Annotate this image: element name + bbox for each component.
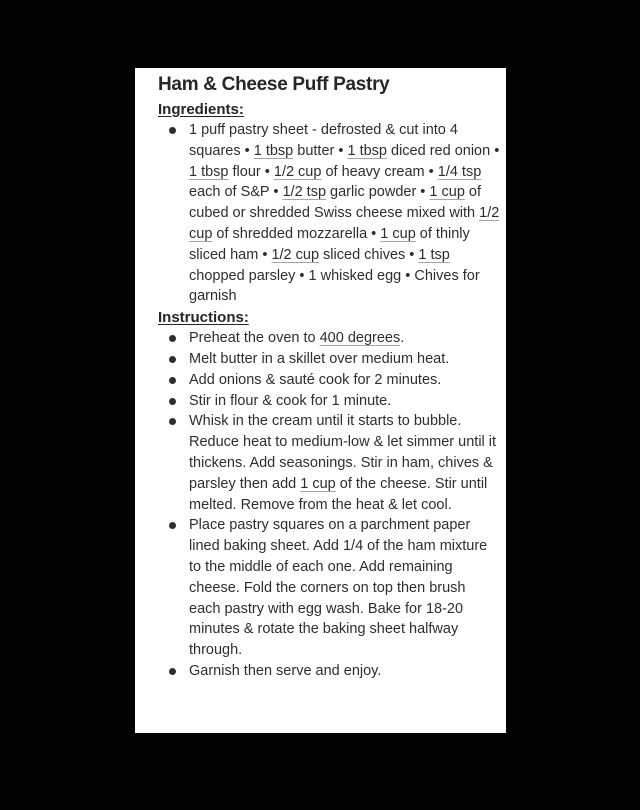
- item-text: of heavy cream •: [321, 163, 438, 180]
- underlined-quantity: 400 degrees: [319, 330, 401, 347]
- item-text: of shredded mozzarella •: [212, 225, 381, 242]
- item-text: Melt butter in a skillet over medium heat.: [189, 350, 450, 367]
- instruction-item: [158, 328, 506, 349]
- item-text: chopped parsley • 1 whisked egg • Chives for garnish: [189, 267, 480, 305]
- underlined-quantity: 1 cup: [429, 184, 465, 201]
- item-text: garlic powder •: [326, 184, 430, 201]
- underlined-quantity: 1 cup: [380, 225, 416, 242]
- ingredients-heading: Ingredients:: [158, 101, 244, 118]
- instruction-item: [158, 391, 506, 412]
- item-text: 1 puff pastry sheet - defrosted & cut into 4 squares •: [189, 122, 458, 159]
- underlined-quantity: 1/2 cup: [189, 205, 500, 242]
- item-text: each of S&P •: [189, 184, 283, 201]
- underlined-quantity: 1 tbsp: [253, 142, 294, 159]
- item-text: Whisk in the cream until it starts to bubble. Reduce heat to medium-low & let simmer until it thickens. Add seasonings. Stir in ham, chives & parsley then add: [189, 413, 497, 492]
- underlined-quantity: 1/2 cup: [271, 246, 320, 263]
- instructions-list: [158, 328, 506, 682]
- item-text: of thinly sliced ham •: [189, 225, 470, 263]
- item-text: flour •: [228, 163, 274, 180]
- underlined-quantity: 1/2 cup: [273, 163, 322, 180]
- item-text: .: [400, 330, 405, 347]
- item-text: Preheat the oven to: [189, 330, 320, 347]
- underlined-quantity: 1 tbsp: [189, 163, 229, 180]
- instructions-heading: Instructions:: [158, 309, 249, 327]
- item-text: Add onions & sauté cook for 2 minutes.: [189, 371, 442, 388]
- instruction-item: [158, 411, 506, 515]
- item-text: of the cheese. Stir until melted. Remove from the heat & let cool.: [189, 475, 488, 513]
- ingredient-item: [158, 120, 506, 307]
- instruction-item: [158, 370, 506, 391]
- item-text: Place pastry squares on a parchment paper lined baking sheet. Add 1/4 of the ham mixture to the middle of each one. Add remaining cheese. Fold the corners on top then brush each pastry with egg wash. Bake for 18-20 minutes & rotate the baking sheet halfway through.: [189, 517, 488, 659]
- underlined-quantity: 1/4 tsp: [437, 163, 482, 180]
- item-text: diced red onion •: [386, 142, 500, 159]
- underlined-quantity: 1 tbsp: [347, 142, 387, 159]
- instruction-item: [158, 515, 506, 661]
- underlined-quantity: 1 cup: [300, 475, 336, 492]
- item-text: of cubed or shredded Swiss cheese mixed with: [189, 184, 482, 222]
- item-text: sliced chives •: [319, 246, 419, 263]
- underlined-quantity: 1 tsp: [418, 246, 450, 263]
- item-text: Stir in flour & cook for 1 minute.: [189, 392, 392, 409]
- underlined-quantity: 1/2 tsp: [282, 184, 327, 201]
- instruction-item: [158, 349, 506, 370]
- item-text: butter •: [293, 142, 348, 159]
- recipe-title: Ham & Cheese Puff Pastry: [158, 74, 390, 95]
- item-text: Garnish then serve and enjoy.: [189, 662, 382, 679]
- instruction-item: [158, 661, 506, 682]
- ingredients-list: [158, 120, 506, 307]
- recipe-card: [135, 68, 506, 733]
